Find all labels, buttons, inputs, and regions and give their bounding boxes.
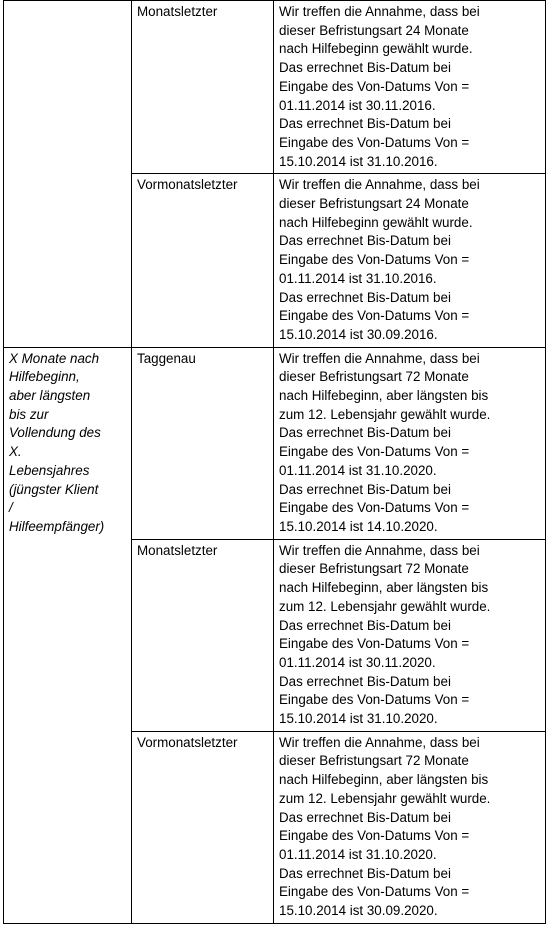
condition-line: X. bbox=[9, 444, 22, 460]
description-line: Das errechnet Bis-Datum bei bbox=[279, 116, 451, 132]
type-cell bbox=[132, 539, 274, 731]
table-row bbox=[4, 1, 546, 174]
description-line: 01.11.2014 ist 30.11.2020. bbox=[279, 654, 436, 670]
description-line: Eingabe des Von-Datums Von = bbox=[279, 78, 470, 94]
description-cell bbox=[274, 731, 546, 923]
description-line: Wir treffen die Annahme, dass bei bbox=[279, 542, 480, 558]
description-line: Wir treffen die Annahme, dass bei bbox=[279, 177, 480, 193]
description-line: dieser Befristungsart 72 Monate bbox=[279, 561, 469, 577]
description-line: nach Hilfebeginn gewählt wurde. bbox=[279, 41, 473, 57]
condition-line: aber längsten bbox=[9, 388, 91, 404]
type-cell bbox=[132, 1, 274, 174]
type-label: Vormonatsletzter bbox=[137, 734, 238, 750]
description-cell bbox=[274, 347, 546, 539]
description-cell bbox=[274, 174, 546, 347]
description-line: 01.11.2014 ist 30.11.2016. bbox=[279, 97, 436, 113]
description-line: 15.10.2014 ist 31.10.2016. bbox=[279, 153, 438, 169]
description-line: Wir treffen die Annahme, dass bei bbox=[279, 734, 480, 750]
condition-line: (jüngster Klient bbox=[9, 481, 99, 497]
description-line: Eingabe des Von-Datums Von = bbox=[279, 444, 470, 460]
description-line: nach Hilfebeginn, aber längsten bis bbox=[279, 580, 489, 596]
condition-line: / bbox=[9, 500, 13, 516]
condition-line: X Monate nach bbox=[9, 350, 100, 366]
condition-line: Hilfeempfänger) bbox=[9, 518, 105, 534]
description-line: Eingabe des Von-Datums Von = bbox=[279, 308, 470, 324]
description-line: 15.10.2014 ist 14.10.2020. bbox=[279, 518, 438, 534]
description-line: 15.10.2014 ist 30.09.2020. bbox=[279, 903, 438, 919]
type-label: Monatsletzter bbox=[137, 542, 218, 558]
condition-line: Vollendung des bbox=[9, 425, 101, 441]
description-cell bbox=[274, 1, 546, 174]
description-line: zum 12. Lebensjahr gewählt wurde. bbox=[279, 406, 491, 422]
condition-cell bbox=[4, 347, 132, 923]
description-line: 15.10.2014 ist 30.09.2016. bbox=[279, 326, 438, 342]
description-line: Das errechnet Bis-Datum bei bbox=[279, 865, 451, 881]
condition-line: Lebensjahres bbox=[9, 462, 90, 478]
description-line: Das errechnet Bis-Datum bei bbox=[279, 481, 451, 497]
description-line: Das errechnet Bis-Datum bei bbox=[279, 809, 451, 825]
description-line: nach Hilfebeginn, aber längsten bis bbox=[279, 388, 489, 404]
description-line: nach Hilfebeginn, aber längsten bis bbox=[279, 772, 489, 788]
description-line: 01.11.2014 ist 31.10.2016. bbox=[279, 270, 437, 286]
description-line: 15.10.2014 ist 31.10.2020. bbox=[279, 711, 438, 727]
description-line: Das errechnet Bis-Datum bei bbox=[279, 60, 451, 76]
table-row bbox=[4, 347, 546, 539]
description-line: 01.11.2014 ist 31.10.2020. bbox=[279, 846, 437, 862]
type-cell bbox=[132, 174, 274, 347]
description-line: dieser Befristungsart 24 Monate bbox=[279, 196, 469, 212]
description-line: dieser Befristungsart 72 Monate bbox=[279, 753, 469, 769]
condition-line: Hilfebeginn, bbox=[9, 369, 80, 385]
description-line: dieser Befristungsart 24 Monate bbox=[279, 22, 469, 38]
description-line: dieser Befristungsart 72 Monate bbox=[279, 369, 469, 385]
type-label: Vormonatsletzter bbox=[137, 177, 238, 193]
condition-cell bbox=[4, 1, 132, 348]
description-line: 01.11.2014 ist 31.10.2020. bbox=[279, 462, 437, 478]
condition-line: bis zur bbox=[9, 406, 49, 422]
type-label: Taggenau bbox=[137, 350, 196, 366]
description-line: Eingabe des Von-Datums Von = bbox=[279, 692, 470, 708]
description-line: Eingabe des Von-Datums Von = bbox=[279, 252, 470, 268]
description-line: Eingabe des Von-Datums Von = bbox=[279, 828, 470, 844]
description-line: Das errechnet Bis-Datum bei bbox=[279, 425, 451, 441]
type-label: Monatsletzter bbox=[137, 4, 218, 19]
description-line: nach Hilfebeginn gewählt wurde. bbox=[279, 214, 473, 230]
description-line: Das errechnet Bis-Datum bei bbox=[279, 233, 451, 249]
description-line: zum 12. Lebensjahr gewählt wurde. bbox=[279, 790, 491, 806]
table-body bbox=[4, 1, 546, 924]
description-line: Das errechnet Bis-Datum bei bbox=[279, 673, 451, 689]
description-cell bbox=[274, 539, 546, 731]
description-line: Eingabe des Von-Datums Von = bbox=[279, 884, 470, 900]
description-line: Eingabe des Von-Datums Von = bbox=[279, 636, 470, 652]
description-line: Wir treffen die Annahme, dass bei bbox=[279, 4, 480, 19]
description-line: Das errechnet Bis-Datum bei bbox=[279, 289, 451, 305]
befristung-table bbox=[3, 0, 546, 924]
description-line: zum 12. Lebensjahr gewählt wurde. bbox=[279, 598, 491, 614]
description-line: Wir treffen die Annahme, dass bei bbox=[279, 350, 480, 366]
description-line: Eingabe des Von-Datums Von = bbox=[279, 134, 470, 150]
description-line: Das errechnet Bis-Datum bei bbox=[279, 617, 451, 633]
type-cell bbox=[132, 731, 274, 923]
type-cell bbox=[132, 347, 274, 539]
description-line: Eingabe des Von-Datums Von = bbox=[279, 500, 470, 516]
